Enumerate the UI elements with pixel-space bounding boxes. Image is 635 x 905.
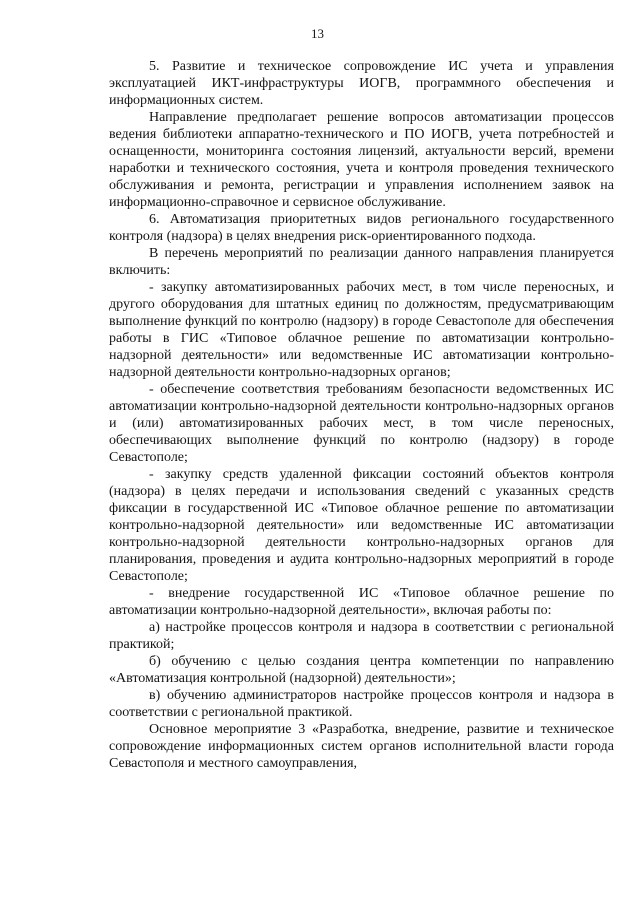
sub-item-a: а) настройке процессов контроля и надзора в соответствии с региональной практикой; bbox=[109, 620, 614, 652]
list-item-workstations: - закупку автоматизированных рабочих мест, в том числе переносных, и другого оборудования для штатных единиц по должностям, предусматривающим выполнение функций по контролю (надзору) в городе Севастополе для обеспечения работы в ГИС «Типовое облачное решение по автоматизации контрольно-надзорной деятельности» или ведомственные ИС автоматизации контрольно-надзорной деятельности контрольно-надзорных органов; bbox=[109, 280, 614, 380]
paragraph-measures-intro: В перечень мероприятий по реализации данного направления планируется включить: bbox=[109, 246, 614, 278]
paragraph-section-6-title: 6. Автоматизация приоритетных видов регионального государственного контроля (надзора) в целях внедрения риск-ориентированного подхода. bbox=[109, 212, 614, 244]
sub-item-b: б) обучению с целью создания центра компетенции по направлению «Автоматизация контрольной (надзорной) деятельности»; bbox=[109, 654, 614, 686]
paragraph-section-5-description: Направление предполагает решение вопросов автоматизации процессов ведения библиотеки аппаратно-технического и ПО ИОГВ, учета потребностей и оснащенности, мониторинга состояния лицензий, актуальности версий, времени наработки и технического состояния, учета и контроля проведения технического обслуживания и ремонта, регистрации и управления исполнением заявок на информационно-справочное и сервисное обслуживание. bbox=[109, 110, 614, 210]
list-item-implementation: - внедрение государственной ИС «Типовое облачное решение по автоматизации контрольно-надзорной деятельности», включая работы по: bbox=[109, 586, 614, 618]
sub-item-c: в) обучению администраторов настройке процессов контроля и надзора в соответствии с региональной практикой. bbox=[109, 688, 614, 720]
list-item-remote-fixation: - закупку средств удаленной фиксации состояний объектов контроля (надзора) в целях передачи и использования сведений с указанных средств фиксации в государственной ИС «Типовое облачное решение по автоматизации контрольно-надзорной деятельности» или ведомственные ИС автоматизации контрольно-надзорной деятельности контрольно-надзорных органов для планирования, проведения и аудита контрольно-надзорных мероприятий в городе Севастополе; bbox=[109, 467, 614, 584]
paragraph-main-measure-3: Основное мероприятие 3 «Разработка, внедрение, развитие и техническое сопровождение информационных систем органов исполнительной власти города Севастополя и местного самоуправления, bbox=[109, 722, 614, 771]
document-body bbox=[109, 58, 614, 772]
page-number: 13 bbox=[311, 26, 324, 41]
paragraph-section-5-title: 5. Развитие и техническое сопровождение ИС учета и управления эксплуатацией ИКТ-инфраструктуры ИОГВ, программного обеспечения и информационных систем. bbox=[109, 59, 614, 108]
list-item-security: - обеспечение соответствия требованиям безопасности ведомственных ИС автоматизации контрольно-надзорной деятельности контрольно-надзорных органов и (или) автоматизированных рабочих мест, в том числе переносных, обеспечивающих выполнение функций по контролю (надзору) в городе Севастополе; bbox=[109, 382, 614, 465]
